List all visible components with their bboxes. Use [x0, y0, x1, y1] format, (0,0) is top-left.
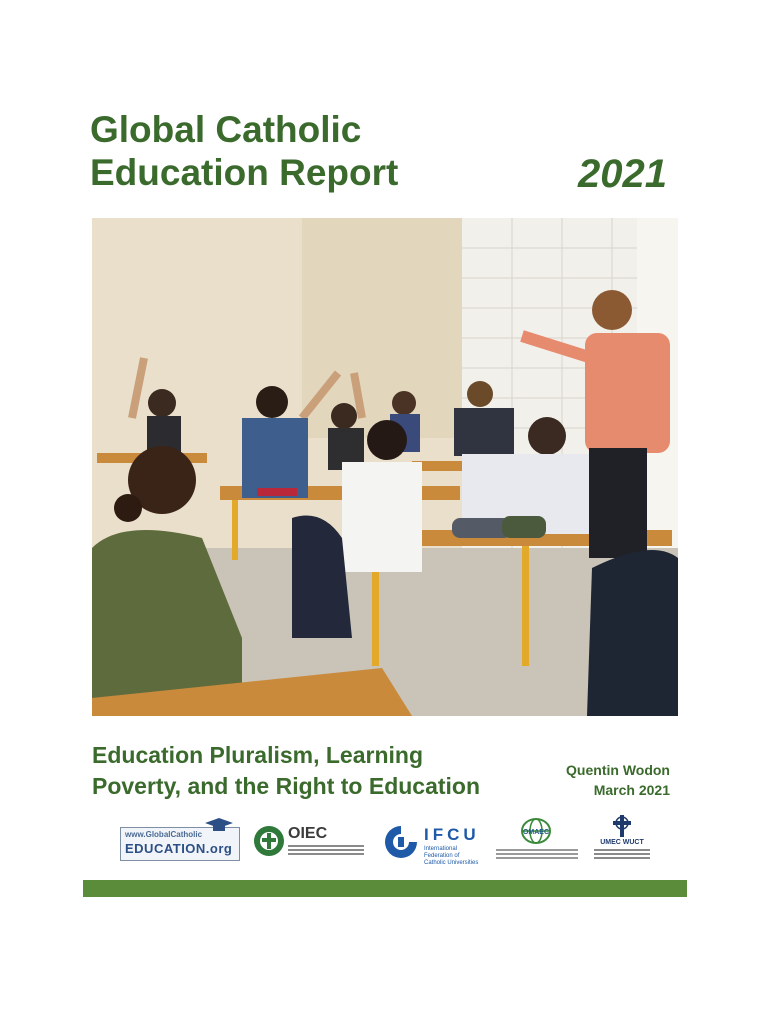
- omaec-globe-icon: [520, 817, 552, 845]
- title-line-2: Education Report: [90, 152, 399, 193]
- omaec-fine-print: [496, 849, 578, 861]
- umec-cross-icon: [610, 815, 634, 837]
- ifcu-emblem-icon: [382, 823, 420, 861]
- publication-date: March 2021: [593, 782, 670, 798]
- subtitle-line-2: Poverty, and the Right to Education: [92, 773, 481, 799]
- gce-url-prefix: www.GlobalCatholic: [125, 830, 203, 839]
- report-subtitle: [92, 740, 542, 802]
- classroom-illustration: [92, 218, 678, 716]
- partner-logos: [120, 815, 660, 867]
- umec-fine-print: [594, 849, 650, 861]
- omaec-logo: [496, 815, 578, 867]
- subtitle-line-1: Education Pluralism, Learning: [92, 742, 424, 768]
- graduation-cap-icon: [204, 817, 234, 833]
- umec-name: UMEC WUCT: [600, 839, 644, 846]
- classroom-photo: [92, 218, 678, 716]
- author-block: [566, 760, 670, 800]
- author-name: Quentin Wodon: [566, 762, 670, 778]
- ifcu-full-name: International Federation of Catholic Universities: [424, 846, 479, 866]
- globalcatholiceducation-logo: [120, 815, 242, 867]
- omaec-name: OMAEC: [522, 829, 550, 836]
- title-line-1: Global Catholic: [90, 109, 362, 150]
- oiec-emblem-icon: [253, 825, 285, 857]
- oiec-name: OIEC: [288, 825, 328, 842]
- ifcu-name: IFCU: [424, 825, 480, 844]
- report-year: 2021: [578, 152, 667, 196]
- ifcu-logo: [382, 815, 482, 867]
- oiec-logo: [253, 815, 363, 867]
- oiec-fine-print: [288, 845, 364, 857]
- gce-url-main: EDUCATION.org: [125, 841, 233, 856]
- umec-logo: [590, 815, 654, 867]
- footer-green-bar: [83, 880, 687, 897]
- report-title: [90, 108, 510, 194]
